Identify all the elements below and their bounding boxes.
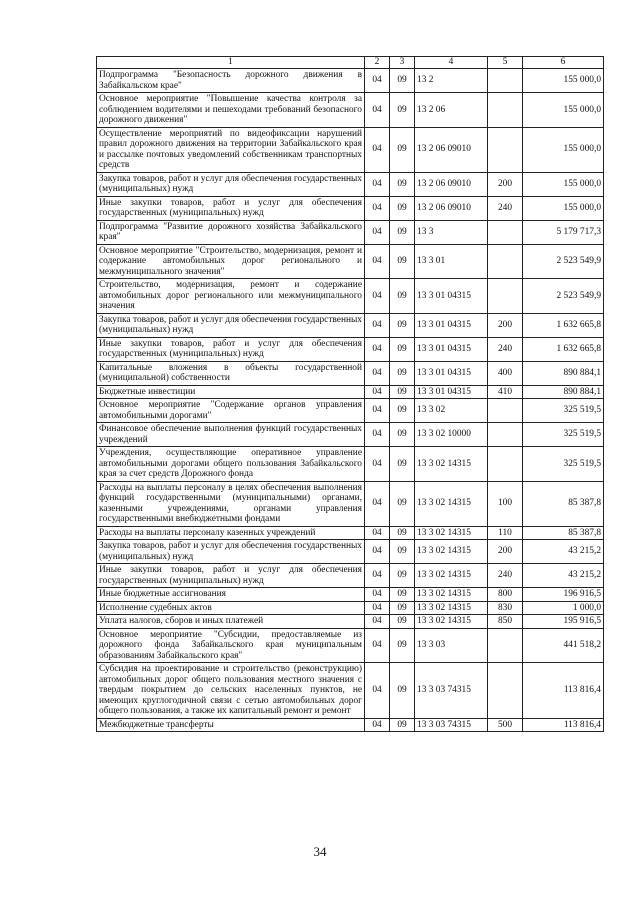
target-code-cell: 13 2 06 09010 <box>415 127 488 172</box>
expense-type-cell: 200 <box>488 540 523 564</box>
section-cell: 04 <box>365 172 390 196</box>
expense-type-cell <box>488 127 523 172</box>
table-row <box>97 601 604 615</box>
target-code-cell: 13 3 01 04315 <box>415 385 488 399</box>
amount-cell: 1 632 665,8 <box>523 313 604 337</box>
amount-cell: 195 916,5 <box>523 615 604 629</box>
row-name-cell: Закупка товаров, работ и услуг для обеспечения государственных (муниципальных) нужд <box>97 540 365 564</box>
section-cell: 04 <box>365 385 390 399</box>
amount-cell: 85 387,8 <box>523 481 604 526</box>
expense-type-cell: 240 <box>488 196 523 220</box>
subsection-cell: 09 <box>390 423 415 447</box>
table-row <box>97 279 604 314</box>
amount-cell: 196 916,5 <box>523 588 604 602</box>
subsection-cell: 09 <box>390 526 415 540</box>
expense-type-cell <box>488 244 523 279</box>
subsection-cell: 09 <box>390 615 415 629</box>
table-row <box>97 628 604 663</box>
table-row <box>97 361 604 385</box>
header-col-3: 3 <box>390 57 415 69</box>
target-code-cell: 13 3 01 04315 <box>415 313 488 337</box>
subsection-cell: 09 <box>390 601 415 615</box>
row-name-cell: Иные закупки товаров, работ и услуг для обеспечения государственных (муниципальных) нужд <box>97 196 365 220</box>
target-code-cell: 13 3 03 74315 <box>415 718 488 732</box>
expense-type-cell: 240 <box>488 337 523 361</box>
target-code-cell: 13 2 <box>415 69 488 93</box>
expense-type-cell: 500 <box>488 718 523 732</box>
row-name-cell: Расходы на выплаты персоналу казенных учреждений <box>97 526 365 540</box>
subsection-cell: 09 <box>390 663 415 719</box>
amount-cell: 890 884,1 <box>523 385 604 399</box>
subsection-cell: 09 <box>390 447 415 482</box>
section-cell: 04 <box>365 423 390 447</box>
row-name-cell: Бюджетные инвестиции <box>97 385 365 399</box>
amount-cell: 5 179 717,3 <box>523 220 604 244</box>
header-col-4: 4 <box>415 57 488 69</box>
row-name-cell: Строительство, модернизация, ремонт и содержание автомобильных дорог регионального или межмуниципального значения <box>97 279 365 314</box>
target-code-cell: 13 2 06 09010 <box>415 196 488 220</box>
expense-type-cell <box>488 279 523 314</box>
row-name-cell: Подпрограмма "Развитие дорожного хозяйства Забайкальского края" <box>97 220 365 244</box>
row-name-cell: Основное мероприятие "Субсидии, предоставляемые из дорожного фонда Забайкальского края муниципальным образованиям Забайкальского края" <box>97 628 365 663</box>
expense-type-cell: 800 <box>488 588 523 602</box>
table-row <box>97 615 604 629</box>
row-name-cell: Расходы на выплаты персоналу в целях обеспечения выполнения функций государственными (муниципальными) органами, казенными учреждениями, органами управления государственными внебюджетными фондами <box>97 481 365 526</box>
section-cell: 04 <box>365 399 390 423</box>
table-row <box>97 399 604 423</box>
section-cell: 04 <box>365 127 390 172</box>
table-row <box>97 244 604 279</box>
expense-type-cell: 410 <box>488 385 523 399</box>
subsection-cell: 09 <box>390 127 415 172</box>
expense-type-cell: 200 <box>488 172 523 196</box>
subsection-cell: 09 <box>390 93 415 128</box>
amount-cell: 890 884,1 <box>523 361 604 385</box>
header-col-1: 1 <box>97 57 365 69</box>
section-cell: 04 <box>365 337 390 361</box>
amount-cell: 2 523 549,9 <box>523 244 604 279</box>
amount-cell: 43 215,2 <box>523 540 604 564</box>
header-col-2: 2 <box>365 57 390 69</box>
row-name-cell: Исполнение судебных актов <box>97 601 365 615</box>
amount-cell: 43 215,2 <box>523 564 604 588</box>
target-code-cell: 13 3 02 <box>415 399 488 423</box>
amount-cell: 155 000,0 <box>523 172 604 196</box>
section-cell: 04 <box>365 615 390 629</box>
table-row <box>97 588 604 602</box>
subsection-cell: 09 <box>390 244 415 279</box>
amount-cell: 2 523 549,9 <box>523 279 604 314</box>
target-code-cell: 13 2 06 <box>415 93 488 128</box>
target-code-cell: 13 2 06 09010 <box>415 172 488 196</box>
target-code-cell: 13 3 02 14315 <box>415 447 488 482</box>
row-name-cell: Финансовое обеспечение выполнения функций государственных учреждений <box>97 423 365 447</box>
target-code-cell: 13 3 01 04315 <box>415 279 488 314</box>
section-cell: 04 <box>365 69 390 93</box>
subsection-cell: 09 <box>390 220 415 244</box>
expense-type-cell <box>488 423 523 447</box>
subsection-cell: 09 <box>390 196 415 220</box>
expense-type-cell: 850 <box>488 615 523 629</box>
target-code-cell: 13 3 02 14315 <box>415 564 488 588</box>
expense-type-cell <box>488 663 523 719</box>
amount-cell: 325 519,5 <box>523 423 604 447</box>
section-cell: 04 <box>365 718 390 732</box>
table-header-row <box>97 57 604 69</box>
table-row <box>97 423 604 447</box>
target-code-cell: 13 3 03 74315 <box>415 663 488 719</box>
row-name-cell: Межбюджетные трансферты <box>97 718 365 732</box>
target-code-cell: 13 3 02 14315 <box>415 526 488 540</box>
subsection-cell: 09 <box>390 385 415 399</box>
table-row <box>97 93 604 128</box>
table-row <box>97 447 604 482</box>
subsection-cell: 09 <box>390 337 415 361</box>
row-name-cell: Основное мероприятие "Содержание органов управления автомобильными дорогами" <box>97 399 365 423</box>
target-code-cell: 13 3 02 10000 <box>415 423 488 447</box>
target-code-cell: 13 3 02 14315 <box>415 601 488 615</box>
amount-cell: 325 519,5 <box>523 447 604 482</box>
row-name-cell: Субсидия на проектирование и строительство (реконструкцию) автомобильных дорог общего пользования местного значения с твердым покрытием до сельских населенных пунктов, не имеющих круглогодичной связи с сетью автомобильных дорог общего пользования, а также их капитальный ремонт и ремонт <box>97 663 365 719</box>
table-row <box>97 481 604 526</box>
row-name-cell: Иные закупки товаров, работ и услуг для обеспечения государственных (муниципальных) нужд <box>97 564 365 588</box>
amount-cell: 325 519,5 <box>523 399 604 423</box>
target-code-cell: 13 3 01 04315 <box>415 337 488 361</box>
expense-type-cell: 100 <box>488 481 523 526</box>
row-name-cell: Подпрограмма "Безопасность дорожного движения в Забайкальском крае" <box>97 69 365 93</box>
section-cell: 04 <box>365 196 390 220</box>
section-cell: 04 <box>365 220 390 244</box>
table-row <box>97 718 604 732</box>
subsection-cell: 09 <box>390 540 415 564</box>
amount-cell: 113 816,4 <box>523 718 604 732</box>
table-row <box>97 196 604 220</box>
section-cell: 04 <box>365 540 390 564</box>
target-code-cell: 13 3 02 14315 <box>415 481 488 526</box>
subsection-cell: 09 <box>390 399 415 423</box>
section-cell: 04 <box>365 313 390 337</box>
row-name-cell: Иные закупки товаров, работ и услуг для обеспечения государственных (муниципальных) нужд <box>97 337 365 361</box>
subsection-cell: 09 <box>390 628 415 663</box>
amount-cell: 155 000,0 <box>523 196 604 220</box>
expense-type-cell <box>488 447 523 482</box>
amount-cell: 1 000,0 <box>523 601 604 615</box>
table-row <box>97 127 604 172</box>
subsection-cell: 09 <box>390 69 415 93</box>
row-name-cell: Закупка товаров, работ и услуг для обеспечения государственных (муниципальных) нужд <box>97 172 365 196</box>
row-name-cell: Учреждения, осуществляющие оперативное управление автомобильными дорогами общего пользования Забайкальского края за счет средств Дорожного фонда <box>97 447 365 482</box>
table-row <box>97 337 604 361</box>
expense-type-cell <box>488 628 523 663</box>
section-cell: 04 <box>365 526 390 540</box>
expense-type-cell: 240 <box>488 564 523 588</box>
section-cell: 04 <box>365 601 390 615</box>
subsection-cell: 09 <box>390 279 415 314</box>
section-cell: 04 <box>365 481 390 526</box>
page-number: 34 <box>313 844 327 859</box>
expense-type-cell: 400 <box>488 361 523 385</box>
section-cell: 04 <box>365 564 390 588</box>
target-code-cell: 13 3 02 14315 <box>415 540 488 564</box>
expense-type-cell <box>488 69 523 93</box>
amount-cell: 155 000,0 <box>523 93 604 128</box>
table-row <box>97 220 604 244</box>
row-name-cell: Уплата налогов, сборов и иных платежей <box>97 615 365 629</box>
subsection-cell: 09 <box>390 588 415 602</box>
table-row <box>97 385 604 399</box>
subsection-cell: 09 <box>390 481 415 526</box>
subsection-cell: 09 <box>390 313 415 337</box>
row-name-cell: Основное мероприятие "Повышение качества контроля за соблюдением водителями и пешеходами требований безопасного дорожного движения" <box>97 93 365 128</box>
target-code-cell: 13 3 02 14315 <box>415 588 488 602</box>
target-code-cell: 13 3 03 <box>415 628 488 663</box>
amount-cell: 85 387,8 <box>523 526 604 540</box>
section-cell: 04 <box>365 628 390 663</box>
section-cell: 04 <box>365 588 390 602</box>
header-col-5: 5 <box>488 57 523 69</box>
section-cell: 04 <box>365 279 390 314</box>
subsection-cell: 09 <box>390 172 415 196</box>
expense-type-cell: 830 <box>488 601 523 615</box>
section-cell: 04 <box>365 663 390 719</box>
table-row <box>97 69 604 93</box>
amount-cell: 155 000,0 <box>523 69 604 93</box>
target-code-cell: 13 3 01 04315 <box>415 361 488 385</box>
expense-type-cell <box>488 93 523 128</box>
table-row <box>97 313 604 337</box>
row-name-cell: Капитальные вложения в объекты государственной (муниципальной) собственности <box>97 361 365 385</box>
row-name-cell: Закупка товаров, работ и услуг для обеспечения государственных (муниципальных) нужд <box>97 313 365 337</box>
section-cell: 04 <box>365 93 390 128</box>
row-name-cell: Основное мероприятие "Строительство, модернизация, ремонт и содержание автомобильных дорог регионального и межмуниципального значения" <box>97 244 365 279</box>
row-name-cell: Осуществление мероприятий по видеофиксации нарушений правил дорожного движения на территории Забайкальского края и рассылке почтовых уведомлений собственникам транспортных средств <box>97 127 365 172</box>
subsection-cell: 09 <box>390 564 415 588</box>
subsection-cell: 09 <box>390 718 415 732</box>
target-code-cell: 13 3 01 <box>415 244 488 279</box>
expense-type-cell: 200 <box>488 313 523 337</box>
table-row <box>97 564 604 588</box>
expense-type-cell <box>488 220 523 244</box>
table-row <box>97 663 604 719</box>
header-col-6: 6 <box>523 57 604 69</box>
target-code-cell: 13 3 <box>415 220 488 244</box>
expense-type-cell <box>488 399 523 423</box>
section-cell: 04 <box>365 244 390 279</box>
table-row <box>97 540 604 564</box>
target-code-cell: 13 3 02 14315 <box>415 615 488 629</box>
amount-cell: 1 632 665,8 <box>523 337 604 361</box>
subsection-cell: 09 <box>390 361 415 385</box>
table-row <box>97 526 604 540</box>
table-row <box>97 172 604 196</box>
section-cell: 04 <box>365 361 390 385</box>
amount-cell: 155 000,0 <box>523 127 604 172</box>
row-name-cell: Иные бюджетные ассигнования <box>97 588 365 602</box>
amount-cell: 441 518,2 <box>523 628 604 663</box>
amount-cell: 113 816,4 <box>523 663 604 719</box>
expense-type-cell: 110 <box>488 526 523 540</box>
budget-table <box>96 56 604 732</box>
section-cell: 04 <box>365 447 390 482</box>
